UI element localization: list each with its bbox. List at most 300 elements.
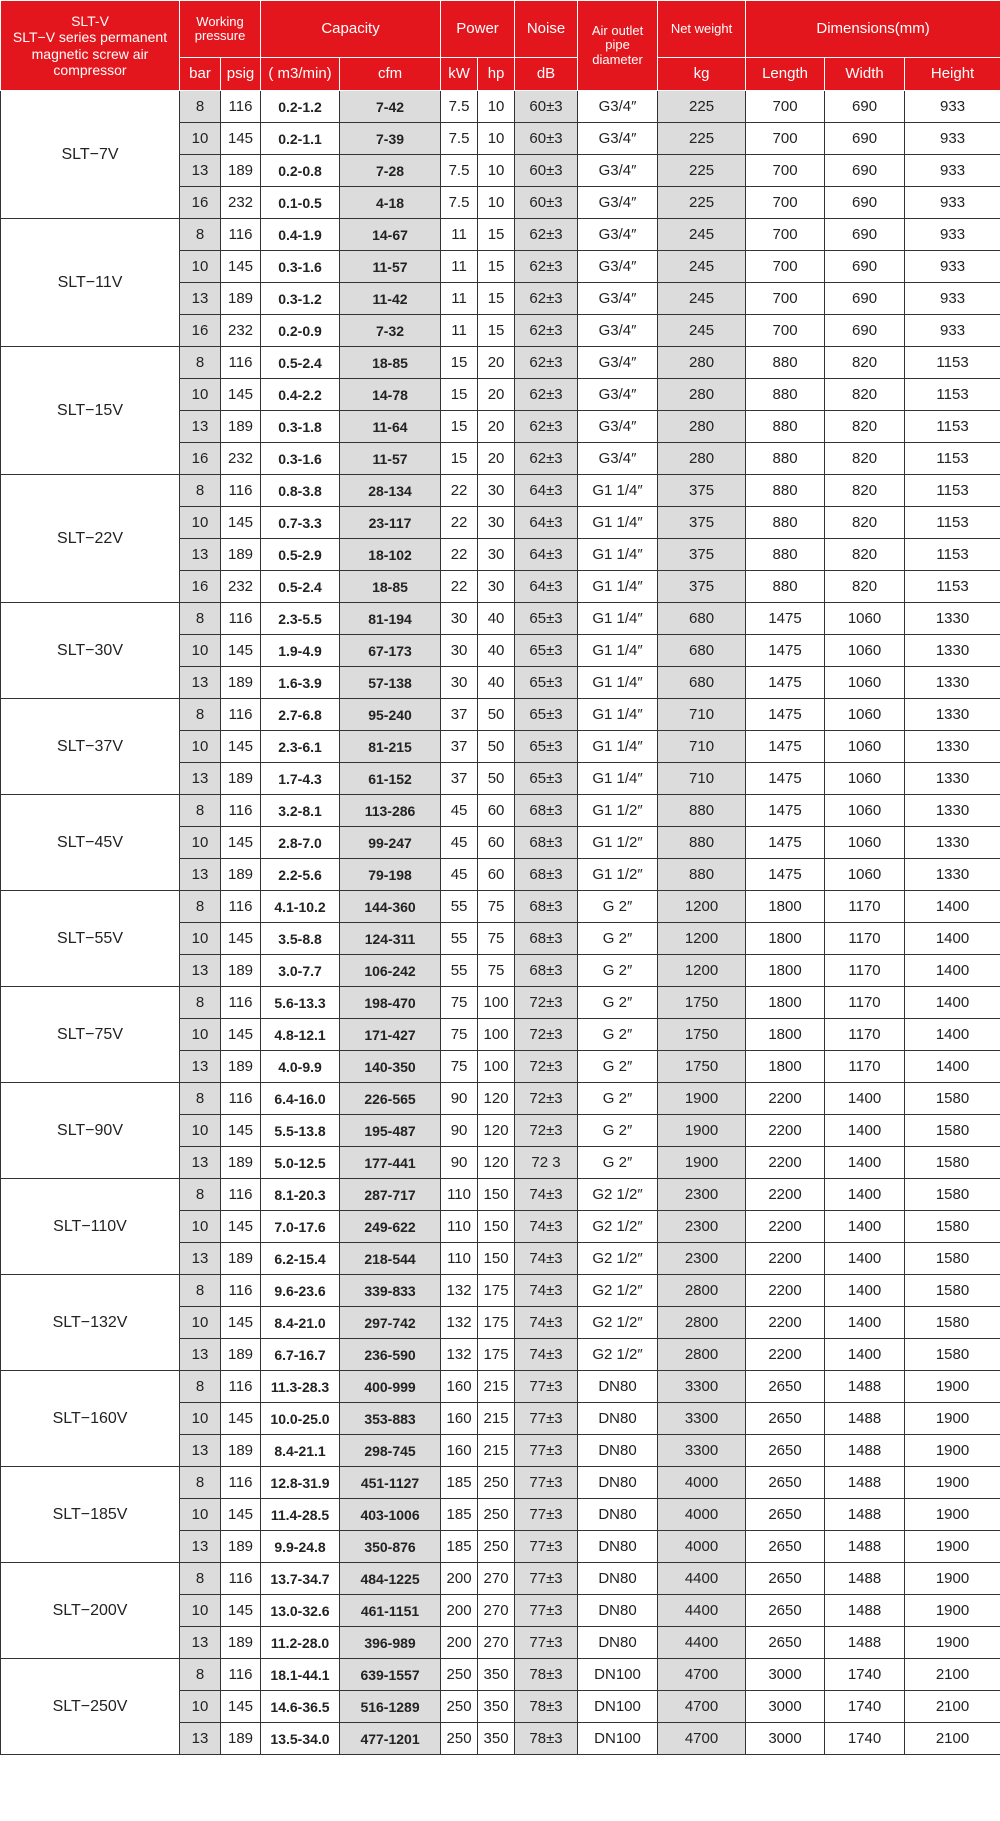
power-hp-cell: 30	[478, 571, 515, 603]
capacity-m3min-cell: 8.4-21.1	[261, 1435, 340, 1467]
power-kw-cell: 90	[441, 1083, 478, 1115]
width-cell: 1400	[825, 1083, 905, 1115]
pressure-psig-cell: 189	[221, 859, 261, 891]
capacity-m3min-cell: 11.3-28.3	[261, 1371, 340, 1403]
noise-db-cell: 77±3	[515, 1595, 578, 1627]
capacity-cfm-cell: 18-85	[340, 347, 441, 379]
model-name-cell: SLT−75V	[1, 987, 180, 1083]
pressure-bar-cell: 8	[180, 91, 221, 123]
pressure-psig-cell: 189	[221, 1531, 261, 1563]
net-weight-cell: 2800	[658, 1275, 746, 1307]
power-hp-cell: 40	[478, 603, 515, 635]
net-weight-cell: 4700	[658, 1659, 746, 1691]
pressure-psig-cell: 189	[221, 763, 261, 795]
air-outlet-cell: G 2″	[578, 1115, 658, 1147]
pressure-psig-cell: 116	[221, 1659, 261, 1691]
air-outlet-cell: G1 1/4″	[578, 667, 658, 699]
width-cell: 820	[825, 347, 905, 379]
net-weight-cell: 1750	[658, 1019, 746, 1051]
capacity-cfm-cell: 11-64	[340, 411, 441, 443]
air-outlet-cell: DN80	[578, 1531, 658, 1563]
length-cell: 1475	[746, 795, 825, 827]
height-cell: 1900	[905, 1435, 1000, 1467]
capacity-m3min-cell: 0.2-1.2	[261, 91, 340, 123]
air-outlet-cell: DN80	[578, 1595, 658, 1627]
height-cell: 933	[905, 315, 1000, 347]
height-cell: 1400	[905, 891, 1000, 923]
air-outlet-cell: G 2″	[578, 1051, 658, 1083]
capacity-cfm-cell: 99-247	[340, 827, 441, 859]
length-cell: 1800	[746, 987, 825, 1019]
length-cell: 880	[746, 347, 825, 379]
power-hp-cell: 40	[478, 635, 515, 667]
air-outlet-cell: G3/4″	[578, 251, 658, 283]
pressure-bar-cell: 10	[180, 1499, 221, 1531]
net-weight-cell: 1200	[658, 891, 746, 923]
pressure-bar-cell: 10	[180, 379, 221, 411]
air-outlet-cell: G1 1/2″	[578, 795, 658, 827]
air-outlet-cell: G 2″	[578, 891, 658, 923]
power-hp-cell: 15	[478, 219, 515, 251]
power-hp-cell: 250	[478, 1467, 515, 1499]
pressure-psig-cell: 189	[221, 667, 261, 699]
table-row	[1, 219, 1000, 251]
model-name-cell: SLT−55V	[1, 891, 180, 987]
model-name-cell: SLT−15V	[1, 347, 180, 475]
air-outlet-cell: DN100	[578, 1691, 658, 1723]
noise-db-cell: 74±3	[515, 1307, 578, 1339]
power-kw-cell: 30	[441, 667, 478, 699]
capacity-cfm-cell: 350-876	[340, 1531, 441, 1563]
power-kw-cell: 55	[441, 955, 478, 987]
length-cell: 700	[746, 155, 825, 187]
net-weight-cell: 1900	[658, 1115, 746, 1147]
noise-db-cell: 77±3	[515, 1531, 578, 1563]
capacity-cfm-cell: 249-622	[340, 1211, 441, 1243]
capacity-m3min-cell: 3.2-8.1	[261, 795, 340, 827]
width-cell: 1400	[825, 1307, 905, 1339]
unit-width: Width	[825, 58, 905, 91]
capacity-m3min-cell: 6.7-16.7	[261, 1339, 340, 1371]
capacity-m3min-cell: 13.0-32.6	[261, 1595, 340, 1627]
pressure-bar-cell: 8	[180, 1275, 221, 1307]
air-outlet-cell: DN80	[578, 1435, 658, 1467]
capacity-cfm-cell: 639-1557	[340, 1659, 441, 1691]
pressure-bar-cell: 13	[180, 1243, 221, 1275]
height-cell: 1580	[905, 1115, 1000, 1147]
height-cell: 1330	[905, 731, 1000, 763]
height-cell: 1580	[905, 1083, 1000, 1115]
width-cell: 1488	[825, 1371, 905, 1403]
noise-db-cell: 72±3	[515, 987, 578, 1019]
capacity-cfm-cell: 11-57	[340, 443, 441, 475]
net-weight-cell: 2300	[658, 1179, 746, 1211]
table-row	[1, 91, 1000, 123]
capacity-m3min-cell: 4.1-10.2	[261, 891, 340, 923]
length-cell: 1475	[746, 635, 825, 667]
power-kw-cell: 132	[441, 1307, 478, 1339]
air-outlet-cell: G 2″	[578, 1019, 658, 1051]
pressure-bar-cell: 13	[180, 1147, 221, 1179]
model-column-header	[1, 1, 180, 91]
pressure-psig-cell: 232	[221, 187, 261, 219]
air-outlet-cell: G 2″	[578, 1147, 658, 1179]
noise-db-cell: 64±3	[515, 475, 578, 507]
power-hp-cell: 60	[478, 859, 515, 891]
unit-kg: kg	[658, 58, 746, 91]
pressure-bar-cell: 8	[180, 1371, 221, 1403]
capacity-m3min-cell: 0.2-0.8	[261, 155, 340, 187]
capacity-m3min-cell: 12.8-31.9	[261, 1467, 340, 1499]
net-weight-cell: 710	[658, 699, 746, 731]
power-kw-cell: 11	[441, 315, 478, 347]
pressure-psig-cell: 189	[221, 283, 261, 315]
power-kw-cell: 110	[441, 1243, 478, 1275]
net-weight-cell: 225	[658, 187, 746, 219]
pressure-psig-cell: 145	[221, 923, 261, 955]
power-hp-cell: 50	[478, 699, 515, 731]
unit-length: Length	[746, 58, 825, 91]
table-row	[1, 891, 1000, 923]
power-kw-cell: 7.5	[441, 123, 478, 155]
length-cell: 1475	[746, 763, 825, 795]
net-weight-cell: 375	[658, 507, 746, 539]
air-outlet-cell: G1 1/4″	[578, 475, 658, 507]
length-cell: 2200	[746, 1339, 825, 1371]
height-cell: 1400	[905, 955, 1000, 987]
pressure-psig-cell: 145	[221, 1691, 261, 1723]
capacity-cfm-cell: 28-134	[340, 475, 441, 507]
air-outlet-cell: DN80	[578, 1627, 658, 1659]
power-kw-cell: 200	[441, 1563, 478, 1595]
height-cell: 2100	[905, 1691, 1000, 1723]
noise-db-cell: 62±3	[515, 219, 578, 251]
capacity-m3min-cell: 0.3-1.8	[261, 411, 340, 443]
capacity-cfm-cell: 339-833	[340, 1275, 441, 1307]
power-kw-cell: 15	[441, 379, 478, 411]
table-row	[1, 1083, 1000, 1115]
power-hp-cell: 20	[478, 411, 515, 443]
air-outlet-cell: G 2″	[578, 987, 658, 1019]
pressure-psig-cell: 116	[221, 891, 261, 923]
pressure-bar-cell: 13	[180, 1435, 221, 1467]
model-name-cell: SLT−185V	[1, 1467, 180, 1563]
power-hp-cell: 10	[478, 91, 515, 123]
capacity-cfm-cell: 18-85	[340, 571, 441, 603]
width-cell: 690	[825, 187, 905, 219]
pressure-bar-cell: 8	[180, 1659, 221, 1691]
noise-db-cell: 68±3	[515, 827, 578, 859]
length-cell: 2650	[746, 1435, 825, 1467]
width-cell: 820	[825, 379, 905, 411]
length-cell: 1475	[746, 667, 825, 699]
air-outlet-cell: G 2″	[578, 923, 658, 955]
length-cell: 3000	[746, 1723, 825, 1755]
power-kw-cell: 30	[441, 635, 478, 667]
width-cell: 690	[825, 283, 905, 315]
capacity-cfm-cell: 236-590	[340, 1339, 441, 1371]
net-weight-cell: 4400	[658, 1627, 746, 1659]
width-cell: 1488	[825, 1435, 905, 1467]
pressure-psig-cell: 189	[221, 1339, 261, 1371]
height-cell: 1900	[905, 1531, 1000, 1563]
capacity-cfm-cell: 396-989	[340, 1627, 441, 1659]
pressure-bar-cell: 10	[180, 1691, 221, 1723]
capacity-m3min-cell: 5.0-12.5	[261, 1147, 340, 1179]
power-hp-cell: 270	[478, 1627, 515, 1659]
length-cell: 700	[746, 123, 825, 155]
air-outlet-cell: G1 1/4″	[578, 571, 658, 603]
pressure-bar-cell: 10	[180, 123, 221, 155]
model-name-cell: SLT−132V	[1, 1275, 180, 1371]
noise-db-cell: 72±3	[515, 1083, 578, 1115]
unit-bar: bar	[180, 58, 221, 91]
model-name-cell: SLT−160V	[1, 1371, 180, 1467]
length-cell: 1800	[746, 1019, 825, 1051]
air-outlet-cell: DN100	[578, 1659, 658, 1691]
pressure-psig-cell: 145	[221, 1403, 261, 1435]
height-cell: 1153	[905, 379, 1000, 411]
power-hp-cell: 215	[478, 1435, 515, 1467]
length-cell: 700	[746, 251, 825, 283]
air-outlet-cell: G1 1/4″	[578, 507, 658, 539]
net-weight-cell: 1900	[658, 1083, 746, 1115]
pressure-bar-cell: 10	[180, 923, 221, 955]
width-cell: 1170	[825, 923, 905, 955]
length-cell: 1800	[746, 923, 825, 955]
width-cell: 1400	[825, 1115, 905, 1147]
noise-db-cell: 78±3	[515, 1691, 578, 1723]
length-cell: 880	[746, 411, 825, 443]
capacity-m3min-cell: 6.2-15.4	[261, 1243, 340, 1275]
capacity-m3min-cell: 14.6-36.5	[261, 1691, 340, 1723]
power-hp-cell: 215	[478, 1403, 515, 1435]
noise-db-cell: 72±3	[515, 1115, 578, 1147]
noise-header: Noise	[515, 1, 578, 58]
height-cell: 933	[905, 91, 1000, 123]
power-kw-cell: 110	[441, 1179, 478, 1211]
capacity-cfm-cell: 400-999	[340, 1371, 441, 1403]
length-cell: 1475	[746, 699, 825, 731]
capacity-m3min-cell: 3.0-7.7	[261, 955, 340, 987]
net-weight-cell: 245	[658, 251, 746, 283]
net-weight-cell: 280	[658, 411, 746, 443]
noise-db-cell: 68±3	[515, 955, 578, 987]
noise-db-cell: 60±3	[515, 123, 578, 155]
air-outlet-cell: G1 1/4″	[578, 603, 658, 635]
width-cell: 1400	[825, 1179, 905, 1211]
net-weight-cell: 225	[658, 123, 746, 155]
height-cell: 1900	[905, 1563, 1000, 1595]
capacity-cfm-cell: 11-42	[340, 283, 441, 315]
noise-db-cell: 62±3	[515, 443, 578, 475]
capacity-cfm-cell: 140-350	[340, 1051, 441, 1083]
power-kw-cell: 15	[441, 347, 478, 379]
capacity-cfm-cell: 195-487	[340, 1115, 441, 1147]
table-row	[1, 475, 1000, 507]
width-cell: 1400	[825, 1147, 905, 1179]
capacity-m3min-cell: 0.8-3.8	[261, 475, 340, 507]
height-cell: 1400	[905, 1051, 1000, 1083]
capacity-cfm-cell: 95-240	[340, 699, 441, 731]
net-weight-cell: 1750	[658, 987, 746, 1019]
pressure-bar-cell: 8	[180, 1179, 221, 1211]
height-cell: 1900	[905, 1403, 1000, 1435]
power-kw-cell: 37	[441, 731, 478, 763]
net-weight-cell: 680	[658, 635, 746, 667]
pressure-bar-cell: 10	[180, 1211, 221, 1243]
length-cell: 2200	[746, 1243, 825, 1275]
power-hp-cell: 100	[478, 1051, 515, 1083]
capacity-cfm-cell: 11-57	[340, 251, 441, 283]
noise-db-cell: 72 3	[515, 1147, 578, 1179]
net-weight-cell: 3300	[658, 1435, 746, 1467]
table-row	[1, 1563, 1000, 1595]
air-outlet-cell: G1 1/4″	[578, 763, 658, 795]
pressure-bar-cell: 8	[180, 603, 221, 635]
pressure-bar-cell: 13	[180, 1627, 221, 1659]
capacity-cfm-cell: 23-117	[340, 507, 441, 539]
capacity-cfm-cell: 144-360	[340, 891, 441, 923]
net-weight-cell: 880	[658, 859, 746, 891]
air-outlet-cell: DN80	[578, 1403, 658, 1435]
noise-db-cell: 74±3	[515, 1179, 578, 1211]
length-cell: 700	[746, 91, 825, 123]
width-cell: 690	[825, 123, 905, 155]
noise-db-cell: 65±3	[515, 603, 578, 635]
capacity-cfm-cell: 81-215	[340, 731, 441, 763]
net-weight-cell: 4400	[658, 1595, 746, 1627]
noise-db-cell: 78±3	[515, 1723, 578, 1755]
noise-db-cell: 78±3	[515, 1659, 578, 1691]
noise-db-cell: 64±3	[515, 539, 578, 571]
height-cell: 933	[905, 187, 1000, 219]
capacity-cfm-cell: 198-470	[340, 987, 441, 1019]
length-cell: 700	[746, 187, 825, 219]
capacity-m3min-cell: 5.5-13.8	[261, 1115, 340, 1147]
width-cell: 1400	[825, 1211, 905, 1243]
net-weight-cell: 1750	[658, 1051, 746, 1083]
capacity-m3min-cell: 11.4-28.5	[261, 1499, 340, 1531]
height-cell: 1900	[905, 1627, 1000, 1659]
width-cell: 820	[825, 507, 905, 539]
capacity-cfm-cell: 218-544	[340, 1243, 441, 1275]
pressure-bar-cell: 8	[180, 347, 221, 379]
capacity-m3min-cell: 0.3-1.2	[261, 283, 340, 315]
width-cell: 1170	[825, 955, 905, 987]
pressure-bar-cell: 10	[180, 827, 221, 859]
length-cell: 2650	[746, 1371, 825, 1403]
pressure-bar-cell: 13	[180, 763, 221, 795]
pressure-bar-cell: 13	[180, 539, 221, 571]
capacity-cfm-cell: 124-311	[340, 923, 441, 955]
power-hp-cell: 20	[478, 443, 515, 475]
capacity-m3min-cell: 0.4-2.2	[261, 379, 340, 411]
noise-db-cell: 77±3	[515, 1467, 578, 1499]
spec-table-body	[1, 91, 1000, 1755]
height-cell: 1330	[905, 827, 1000, 859]
power-kw-cell: 90	[441, 1147, 478, 1179]
capacity-m3min-cell: 0.2-0.9	[261, 315, 340, 347]
power-kw-cell: 45	[441, 859, 478, 891]
width-cell: 1060	[825, 699, 905, 731]
capacity-cfm-cell: 177-441	[340, 1147, 441, 1179]
capacity-m3min-cell: 6.4-16.0	[261, 1083, 340, 1115]
noise-db-cell: 65±3	[515, 763, 578, 795]
air-outlet-cell: G1 1/4″	[578, 699, 658, 731]
power-kw-cell: 55	[441, 923, 478, 955]
length-cell: 1800	[746, 1051, 825, 1083]
pressure-psig-cell: 189	[221, 411, 261, 443]
power-hp-cell: 15	[478, 283, 515, 315]
width-cell: 1488	[825, 1563, 905, 1595]
power-kw-cell: 22	[441, 475, 478, 507]
capacity-m3min-cell: 2.2-5.6	[261, 859, 340, 891]
length-cell: 3000	[746, 1691, 825, 1723]
capacity-m3min-cell: 0.3-1.6	[261, 443, 340, 475]
power-kw-cell: 160	[441, 1403, 478, 1435]
capacity-cfm-cell: 7-32	[340, 315, 441, 347]
air-outlet-cell: G3/4″	[578, 347, 658, 379]
table-row	[1, 795, 1000, 827]
air-outlet-cell: DN80	[578, 1563, 658, 1595]
length-cell: 880	[746, 539, 825, 571]
net-weight-cell: 880	[658, 827, 746, 859]
net-weight-cell: 4700	[658, 1723, 746, 1755]
capacity-cfm-cell: 61-152	[340, 763, 441, 795]
noise-db-cell: 77±3	[515, 1403, 578, 1435]
capacity-m3min-cell: 4.8-12.1	[261, 1019, 340, 1051]
width-cell: 1400	[825, 1275, 905, 1307]
power-hp-cell: 175	[478, 1275, 515, 1307]
power-hp-cell: 20	[478, 379, 515, 411]
height-cell: 1330	[905, 667, 1000, 699]
noise-db-cell: 77±3	[515, 1563, 578, 1595]
power-kw-cell: 30	[441, 603, 478, 635]
width-cell: 1170	[825, 1019, 905, 1051]
pressure-psig-cell: 145	[221, 1307, 261, 1339]
net-weight-cell: 2800	[658, 1339, 746, 1371]
unit-height: Height	[905, 58, 1000, 91]
net-weight-cell: 710	[658, 731, 746, 763]
width-cell: 820	[825, 443, 905, 475]
air-outlet-cell: G3/4″	[578, 443, 658, 475]
pressure-psig-cell: 145	[221, 507, 261, 539]
power-hp-cell: 30	[478, 475, 515, 507]
noise-db-cell: 60±3	[515, 187, 578, 219]
power-hp-cell: 10	[478, 123, 515, 155]
width-cell: 1060	[825, 731, 905, 763]
net-weight-cell: 375	[658, 539, 746, 571]
noise-db-cell: 77±3	[515, 1371, 578, 1403]
length-cell: 3000	[746, 1659, 825, 1691]
pressure-bar-cell: 8	[180, 219, 221, 251]
capacity-cfm-cell: 484-1225	[340, 1563, 441, 1595]
capacity-m3min-cell: 2.8-7.0	[261, 827, 340, 859]
capacity-cfm-cell: 14-78	[340, 379, 441, 411]
height-cell: 1580	[905, 1243, 1000, 1275]
power-kw-cell: 15	[441, 443, 478, 475]
noise-db-cell: 74±3	[515, 1243, 578, 1275]
width-cell: 820	[825, 411, 905, 443]
capacity-cfm-cell: 113-286	[340, 795, 441, 827]
pressure-bar-cell: 16	[180, 315, 221, 347]
noise-db-cell: 65±3	[515, 731, 578, 763]
pressure-psig-cell: 232	[221, 315, 261, 347]
model-name-cell: SLT−11V	[1, 219, 180, 347]
power-kw-cell: 11	[441, 251, 478, 283]
height-cell: 1153	[905, 411, 1000, 443]
